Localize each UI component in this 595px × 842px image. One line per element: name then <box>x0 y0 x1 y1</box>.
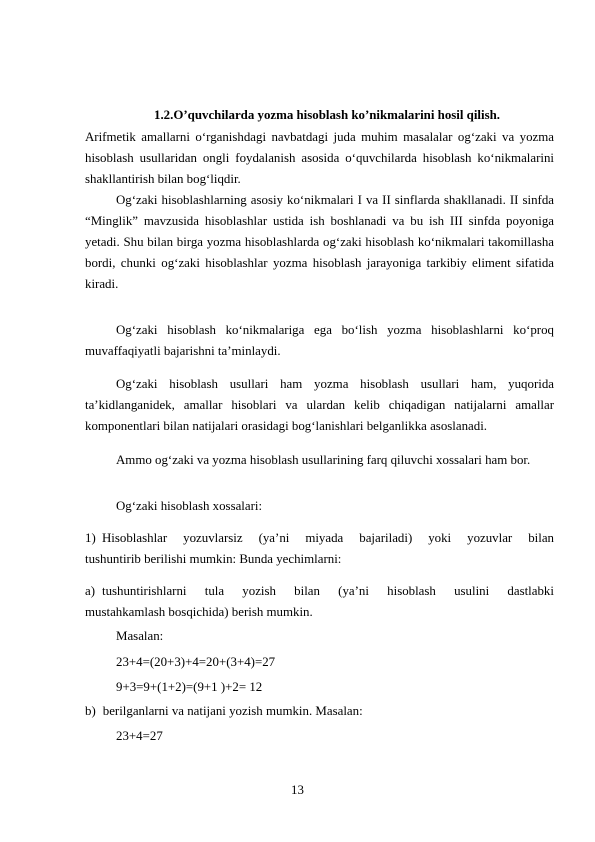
word: tula <box>204 584 225 598</box>
word: (ya’ni <box>258 531 290 545</box>
paragraph-1: Arifmetik amallarni o‘rganishdagi navbatdagi juda muhim masalalar og‘zaki va yozma hisoblash usullaridan ongli foydalanish asosida o‘quvchilarda hisoblash ko‘nikmalarini shakllantirish bilan bog‘liqdir. <box>85 130 554 186</box>
list-item-b <box>85 701 363 722</box>
word: yozuvlar <box>467 531 513 545</box>
word: bilan <box>528 531 554 545</box>
paragraph-6: Og‘zaki hisoblash xossalari: <box>116 499 263 513</box>
word: dastlabki <box>507 584 554 598</box>
paragraph-4: Og‘zaki hisoblash usullari ham yozma hisoblash usullari ham, yuqorida ta’kidlanganidek, amallar hisoblari va ulardan kelib chiqadigan natijalarni amallar komponentlari bilan natijalari orasidagi bog‘lanishlari belganlikka asoslanadi. <box>85 377 554 433</box>
word: yozuvlarsiz <box>183 531 243 545</box>
list-item-label: a) <box>85 584 96 598</box>
word: miyada <box>305 531 344 545</box>
paragraph-3: Og‘zaki hisoblash ko‘nikmalariga ega bo‘lish yozma hisoblashlarni ko‘proq muvaffaqiyatli bajarishni ta’minlaydi. <box>85 323 554 358</box>
paragraph-2: Og‘zaki hisoblashlarning asosiy ko‘nikmalari I va II sinflarda shakllanadi. II sinfda “Minglik” mavzusida hisoblashlar ustida ish boshlanadi va bu ish III sinfda poyoniga yetadi. Shu bilan birga yozma hisoblashlarda og‘zaki hisoblash ko‘nikmalari takomillasha bordi, chunki og‘zaki hisoblashlar yozma hisoblash jarayoniga tarkibiy eliment sifatida kiradi. <box>85 193 554 291</box>
word: Hisoblashlar <box>102 531 168 545</box>
section-heading: 1.2.O’quvchilarda yozma hisoblash ko’nikmalarini hosil qilish. <box>154 108 500 122</box>
paragraph-5: Ammo og‘zaki va yozma hisoblash usullarining farq qiluvchi xossalari ham bor. <box>116 453 531 467</box>
list-item-a <box>85 581 554 602</box>
example-equation-1: 23+4=(20+3)+4=20+(3+4)=27 <box>116 655 276 669</box>
example-equation-2: 9+3=9+(1+2)=(9+1 )+2= 12 <box>116 680 263 694</box>
list-item-text: berilganlarni va natijani yozish mumkin. Masalan: <box>102 704 363 718</box>
example-label: Masalan: <box>116 629 164 643</box>
word: usulini <box>454 584 490 598</box>
list-item-1-continuation: tushuntirib berilishi mumkin: Bunda yechimlarni: <box>85 552 342 566</box>
word: hisoblash <box>387 584 436 598</box>
word: yoki <box>428 531 452 545</box>
list-item-1 <box>85 528 554 549</box>
word: yozish <box>242 584 276 598</box>
list-item-text <box>102 528 554 549</box>
page-number: 13 <box>291 783 304 797</box>
list-item-label: 1) <box>85 531 96 545</box>
word: bilan <box>294 584 320 598</box>
word: (ya’ni <box>338 584 369 598</box>
list-item-a-continuation: mustahkamlash bosqichida) berish mumkin. <box>85 605 313 619</box>
word: tushuntirishlarni <box>102 584 187 598</box>
example-equation-3: 23+4=27 <box>116 729 163 743</box>
list-item-text <box>102 581 554 602</box>
word: bajariladi) <box>359 531 413 545</box>
list-item-label: b) <box>85 704 96 718</box>
